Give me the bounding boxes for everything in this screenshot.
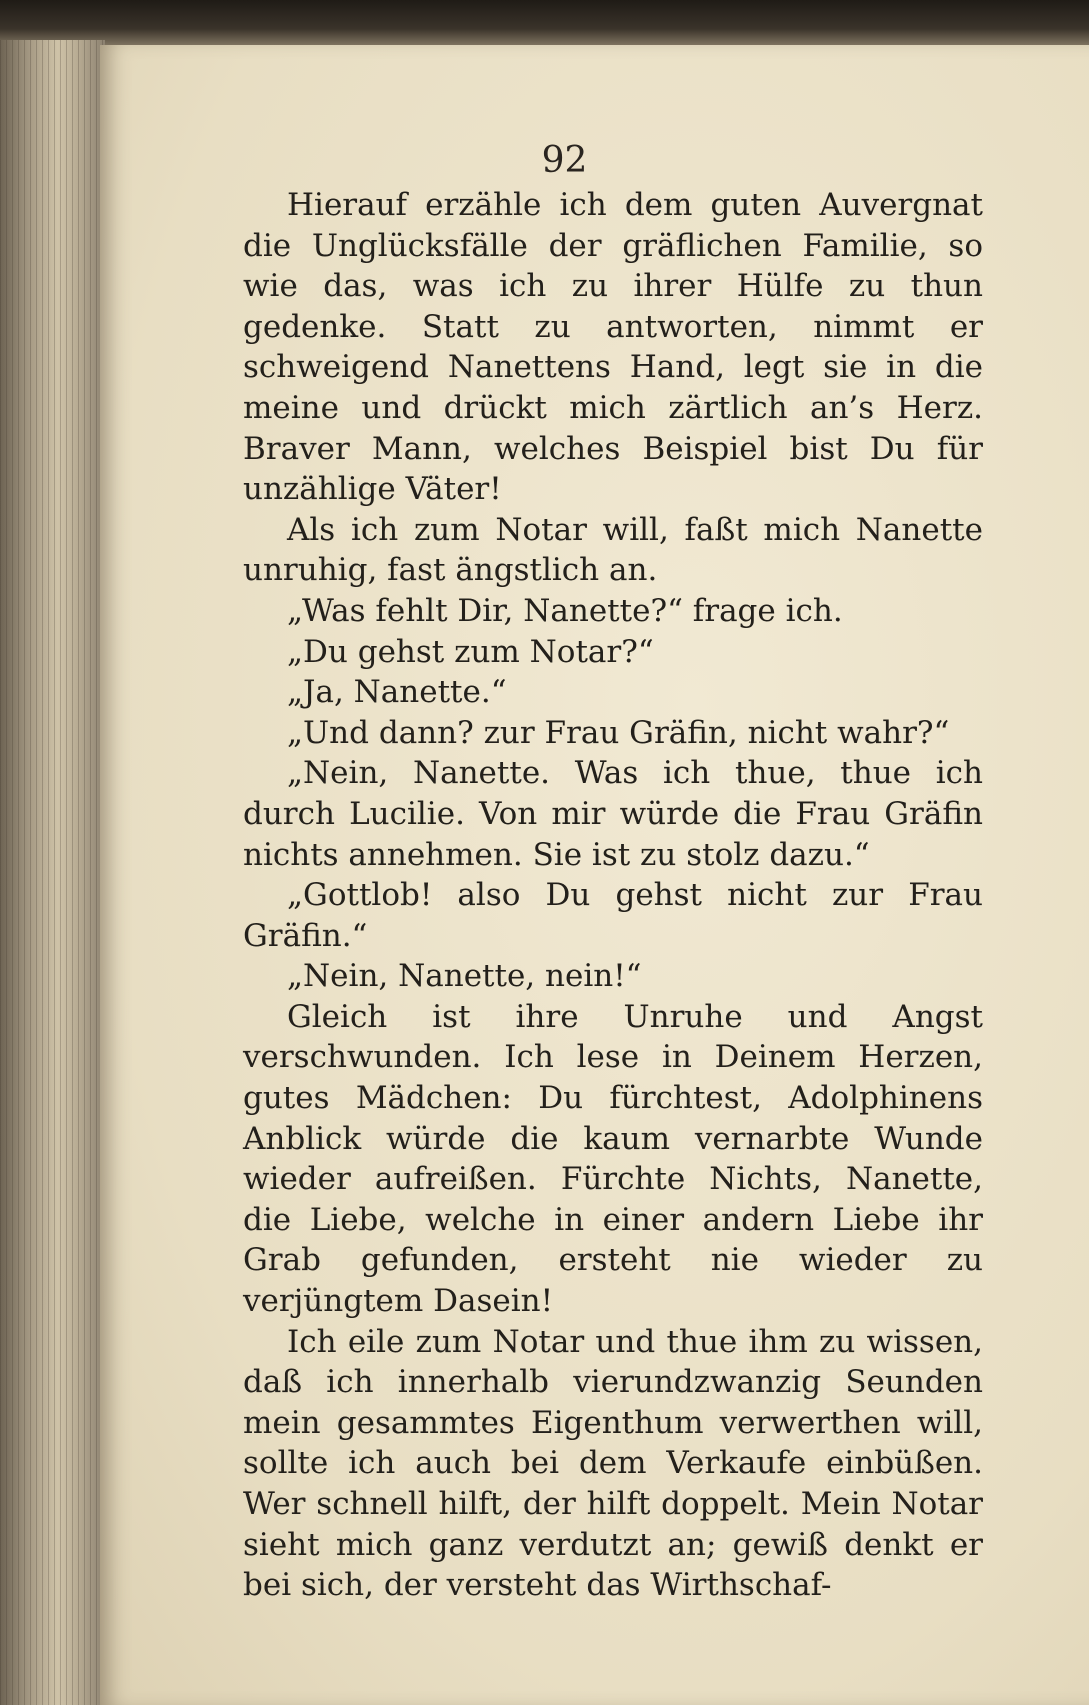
dialogue-line: „Du gehst zum Notar?“ (287, 633, 654, 670)
paragraph: Ich eile zum Notar und thue ihm zu wissen, daß ich innerhalb vierundzwanzig Seunden mein gesammtes Eigenthum verwerthen will, sollte ich auch bei dem Verkaufe einbüßen. Wer schnell hilft, der hilft doppelt. Mein Notar sieht mich ganz verdutzt an; gewiß denkt er bei sich, der versteht das Wirthschaf- (243, 1323, 983, 1604)
dialogue-line: „Was fehlt Dir, Nanette?“ frage ich. (287, 592, 843, 629)
dialogue-line: „Gottlob! also Du gehst nicht zur Frau Gräfin.“ (243, 877, 983, 954)
paragraph: Hierauf erzähle ich dem guten Auvergnat die Unglücksfälle der gräflichen Familie, so wie das, was ich zu ihrer Hülfe zu thun gedenke. Statt zu antworten, nimmt er schweigend Nanettens Hand, legt sie in die meine und drückt mich zärtlich an’s Herz. Braver Mann, welches Beispiel bist Du für unzählige Väter! (243, 187, 983, 508)
dialogue-line: „Und dann? zur Frau Gräfin, nicht wahr?“ (287, 714, 950, 751)
dialogue-line: „Ja, Nanette.“ (287, 674, 507, 711)
page-number: 92 (541, 140, 588, 181)
book-page-edges (0, 40, 105, 1705)
dialogue-line: „Nein, Nanette. Was ich thue, thue ich durch Lucilie. Von mir würde die Frau Gräfin nichts annehmen. Sie ist zu stolz dazu.“ (243, 755, 983, 873)
page-edge-lines (0, 40, 105, 1705)
book-top-edge (0, 0, 1089, 48)
paragraph: Gleich ist ihre Unruhe und Angst verschwunden. Ich lese in Deinem Herzen, gutes Mädchen: Du fürchtest, Adolphinens Anblick würde die kaum vernarbte Wunde wieder aufreißen. Fürchte Nichts, Nanette, die Liebe, welche in einer andern Liebe ihr Grab gefunden, ersteht nie wieder zu verjüngtem Dasein! (243, 998, 983, 1320)
dialogue-line: „Nein, Nanette, nein!“ (287, 958, 642, 995)
body-text (243, 185, 983, 1606)
paragraph: Als ich zum Notar will, faßt mich Nanette unruhig, fast ängstlich an. (243, 511, 983, 589)
